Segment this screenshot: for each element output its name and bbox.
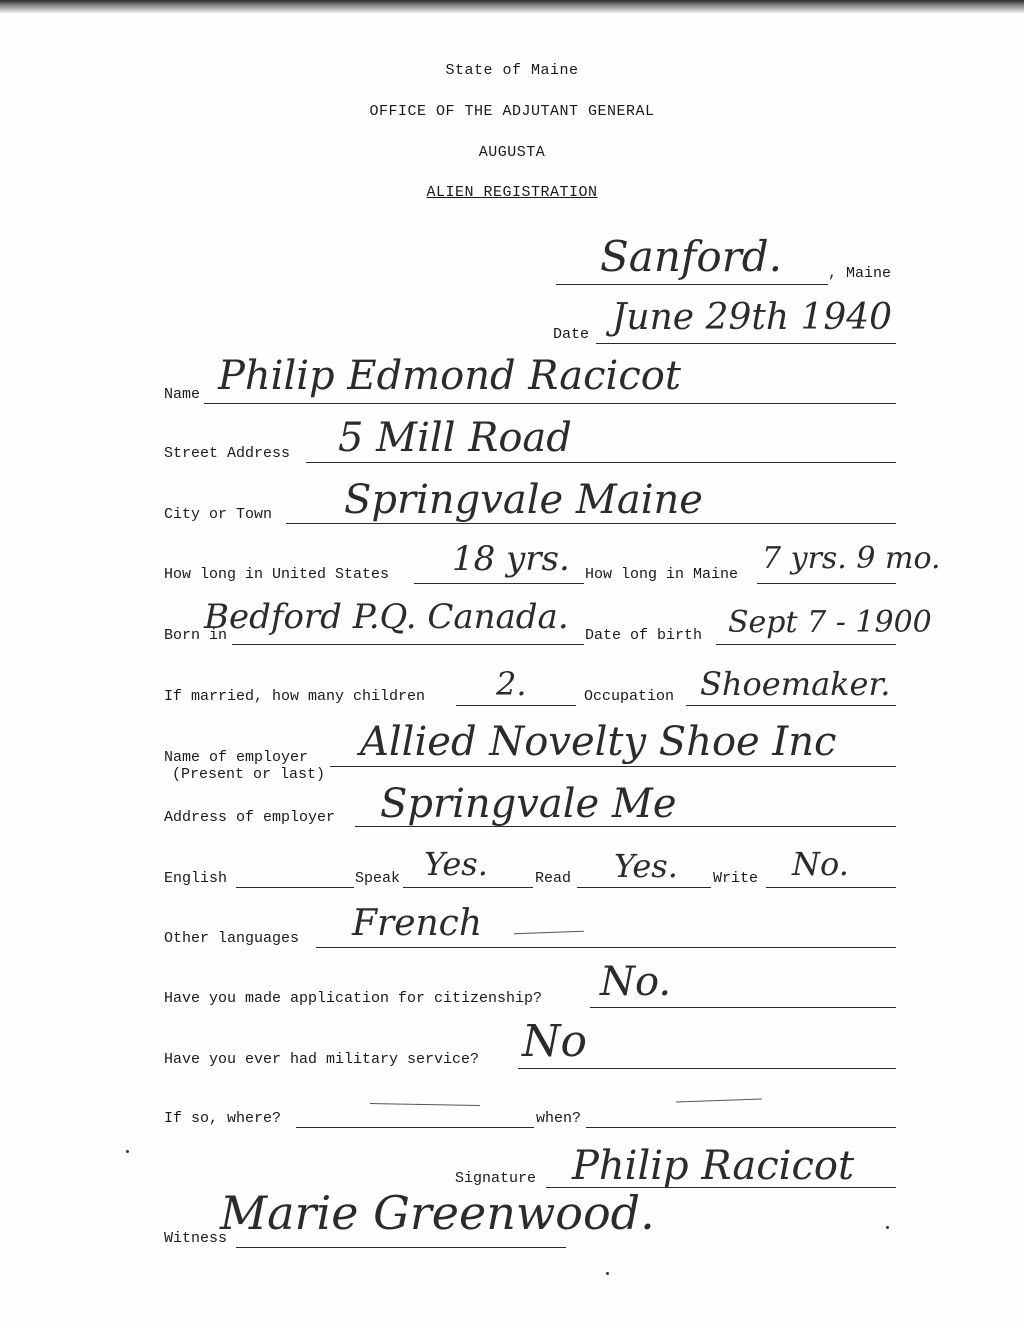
children-line	[456, 705, 576, 706]
read-label: Read	[535, 870, 572, 887]
witness-entry: Marie Greenwood.	[220, 1186, 655, 1240]
birthplace-entry: Bedford P.Q. Canada.	[204, 597, 569, 637]
other-languages-entry: French	[352, 903, 483, 944]
speak-entry: Yes.	[424, 845, 488, 883]
maine-duration-label: How long in Maine	[585, 566, 739, 583]
where-dash-stroke	[370, 1103, 480, 1106]
dob-line	[716, 644, 896, 645]
name-label: Name	[164, 386, 201, 403]
occupation-entry: Shoemaker.	[700, 665, 891, 703]
state-heading: State of Maine	[445, 62, 579, 79]
employer-entry: Allied Novelty Shoe Inc	[360, 719, 837, 765]
write-entry: No.	[792, 845, 849, 883]
scan-speck	[126, 1150, 129, 1153]
english-line	[236, 887, 354, 888]
when-line	[586, 1127, 896, 1128]
citizenship-line	[590, 1007, 896, 1008]
military-label: Have you ever had military service?	[164, 1051, 480, 1068]
witness-line	[236, 1247, 566, 1248]
employer-address-entry: Springvale Me	[380, 781, 677, 827]
employer-label: Name of employer	[164, 749, 309, 766]
speak-line	[403, 887, 533, 888]
read-entry: Yes.	[614, 847, 678, 885]
dob-label: Date of birth	[585, 627, 703, 644]
birthplace-label: Born in	[164, 627, 228, 644]
scan-speck	[606, 1272, 609, 1275]
town-entry: Sanford.	[600, 232, 783, 281]
occupation-line	[686, 705, 896, 706]
street-line	[306, 462, 896, 463]
office-heading: OFFICE OF THE ADJUTANT GENERAL	[369, 103, 655, 120]
maine-duration-entry: 7 yrs. 9 mo.	[762, 541, 941, 576]
where-line	[296, 1127, 534, 1128]
town-suffix: , Maine	[828, 265, 892, 282]
town-line	[556, 284, 828, 285]
us-duration-line	[414, 583, 584, 584]
speak-label: Speak	[355, 870, 401, 887]
date-entry: June 29th 1940	[612, 297, 893, 338]
maine-duration-line	[757, 583, 896, 584]
where-label: If so, where?	[164, 1110, 282, 1127]
write-line	[766, 887, 896, 888]
military-entry: No	[522, 1016, 587, 1067]
when-label: when?	[536, 1110, 582, 1127]
street-entry: 5 Mill Road	[338, 415, 572, 461]
employer-address-label: Address of employer	[164, 809, 336, 826]
date-label: Date	[553, 326, 590, 343]
name-entry: Philip Edmond Racicot	[218, 353, 681, 399]
signature-label: Signature	[455, 1170, 537, 1187]
birthplace-line	[232, 644, 584, 645]
city-line	[286, 523, 896, 524]
other-languages-line	[316, 947, 896, 948]
city-label: City or Town	[164, 506, 273, 523]
write-label: Write	[713, 870, 759, 887]
city-heading: AUGUSTA	[478, 144, 546, 161]
city-entry: Springvale Maine	[344, 477, 703, 523]
name-line	[204, 403, 896, 404]
read-line	[577, 887, 711, 888]
military-line	[518, 1068, 896, 1069]
children-label: If married, how many children	[164, 688, 426, 705]
street-label: Street Address	[164, 445, 291, 462]
scan-top-edge	[0, 0, 1024, 14]
scan-speck	[886, 1226, 889, 1229]
when-dash-stroke	[676, 1098, 762, 1102]
children-entry: 2.	[496, 665, 527, 703]
us-duration-label: How long in United States	[164, 566, 390, 583]
form-title: ALIEN REGISTRATION	[426, 184, 598, 201]
dob-entry: Sept 7 - 1900	[728, 605, 932, 640]
citizenship-entry: No.	[600, 959, 672, 1005]
signature-entry: Philip Racicot	[572, 1143, 855, 1189]
employer-line	[330, 766, 896, 767]
us-duration-entry: 18 yrs.	[452, 539, 570, 579]
other-languages-label: Other languages	[164, 930, 300, 947]
date-line	[596, 343, 896, 344]
witness-label: Witness	[164, 1230, 228, 1247]
dash-stroke	[514, 931, 584, 934]
employer-sublabel: (Present or last)	[172, 766, 326, 783]
citizenship-label: Have you made application for citizenship?	[164, 990, 543, 1007]
english-label: English	[164, 870, 228, 887]
occupation-label: Occupation	[584, 688, 675, 705]
